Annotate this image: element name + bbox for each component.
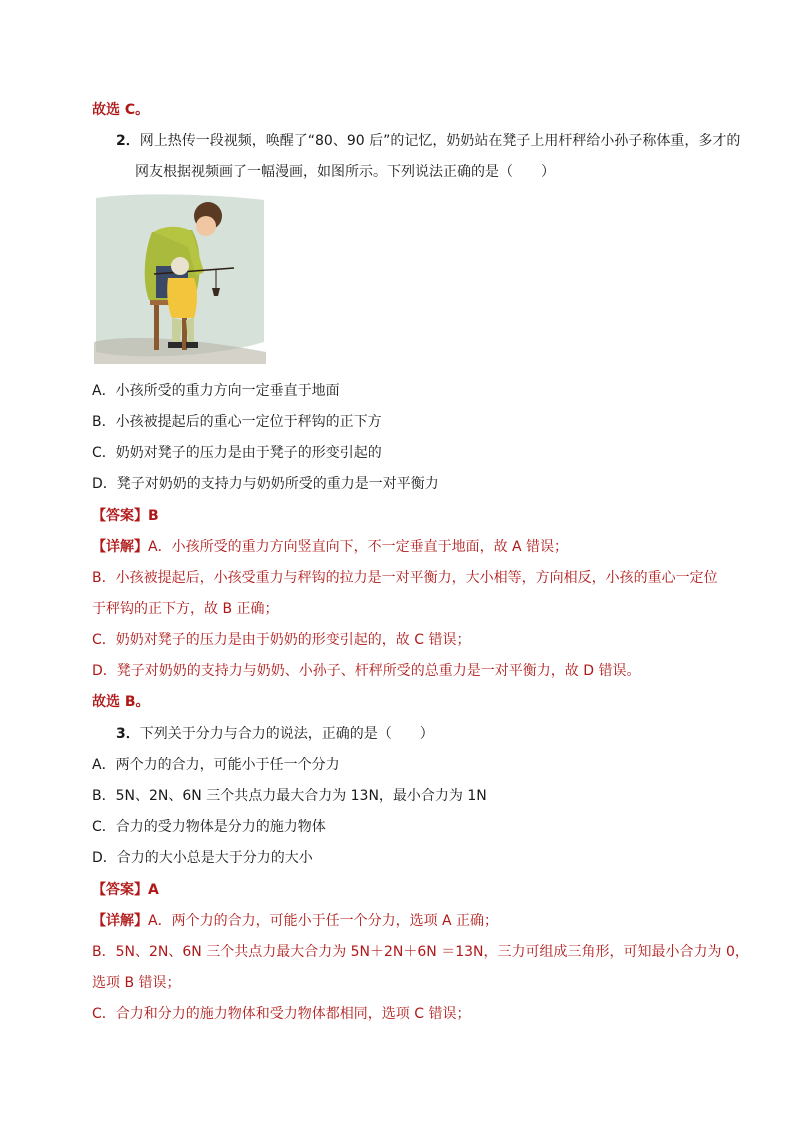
q3-detail-b-line2: 选项 B 错误； — [92, 975, 181, 991]
q2-option-d: D．凳子对奶奶的支持力与奶奶所受的重力是一对平衡力 — [92, 476, 439, 492]
q2-stem-line1: 2．网上热传一段视频，唤醒了“80、90 后”的记忆，奶奶站在凳子上用杆秤给小孙子称体重，多才的 — [116, 133, 741, 149]
grandma-weighing-child-illustration — [94, 192, 266, 364]
q2-detail-a: 【详解】A．小孩所受的重力方向竖直向下，不一定垂直于地面，故 A 错误； — [92, 539, 569, 555]
q2-option-b: B．小孩被提起后的重心一定位于秤钩的正下方 — [92, 414, 382, 430]
q3-option-d: D．合力的大小总是大于分力的大小 — [92, 850, 313, 866]
q2-number: 2． — [116, 133, 140, 149]
q3-answer: 【答案】A — [92, 882, 159, 898]
q3-detail-c: C．合力和分力的施力物体和受力物体都相同，选项 C 错误； — [92, 1006, 471, 1022]
q2-cartoon-figure — [94, 192, 266, 364]
q3-option-b: B．5N、2N、6N 三个共点力最大合力为 13N，最小合力为 1N — [92, 788, 487, 804]
q3-option-c: C．合力的受力物体是分力的施力物体 — [92, 819, 326, 835]
q2-detail-d: D．凳子对奶奶的支持力与奶奶、小孙子、杆秤所受的总重力是一对平衡力，故 D 错误。 — [92, 663, 641, 679]
q2-detail-b-line1: B．小孩被提起后，小孩受重力与秤钩的拉力是一对平衡力，大小相等，方向相反，小孩的重心一定位 — [92, 570, 718, 586]
q2-option-a: A．小孩所受的重力方向一定垂直于地面 — [92, 383, 340, 399]
q3-stem: 3．下列关于分力与合力的说法，正确的是（ ） — [116, 726, 434, 742]
q2-conclusion: 故选 B。 — [92, 694, 150, 710]
q2-detail-c: C．奶奶对凳子的压力是由于奶奶的形变引起的，故 C 错误； — [92, 632, 471, 648]
q2-detail-b-line2: 于秤钩的正下方，故 B 正确； — [92, 601, 279, 617]
q2-answer: 【答案】B — [92, 508, 159, 524]
q1-conclusion: 故选 C。 — [92, 102, 150, 118]
q2-stem-line2: 网友根据视频画了一幅漫画，如图所示。下列说法正确的是（ ） — [135, 164, 555, 180]
q2-detail-tag: 【详解】 — [92, 539, 148, 555]
q3-detail-tag: 【详解】 — [92, 913, 148, 929]
q3-number: 3． — [116, 726, 140, 742]
q3-detail-b-line1: B．5N、2N、6N 三个共点力最大合力为 5N＋2N＋6N ＝13N，三力可组成三角形，可知最小合力为 0， — [92, 944, 749, 960]
q2-option-c: C．奶奶对凳子的压力是由于凳子的形变引起的 — [92, 445, 382, 461]
q3-detail-a: 【详解】A．两个力的合力，可能小于任一个分力，选项 A 正确； — [92, 913, 499, 929]
q3-option-a: A．两个力的合力，可能小于任一个分力 — [92, 757, 340, 773]
